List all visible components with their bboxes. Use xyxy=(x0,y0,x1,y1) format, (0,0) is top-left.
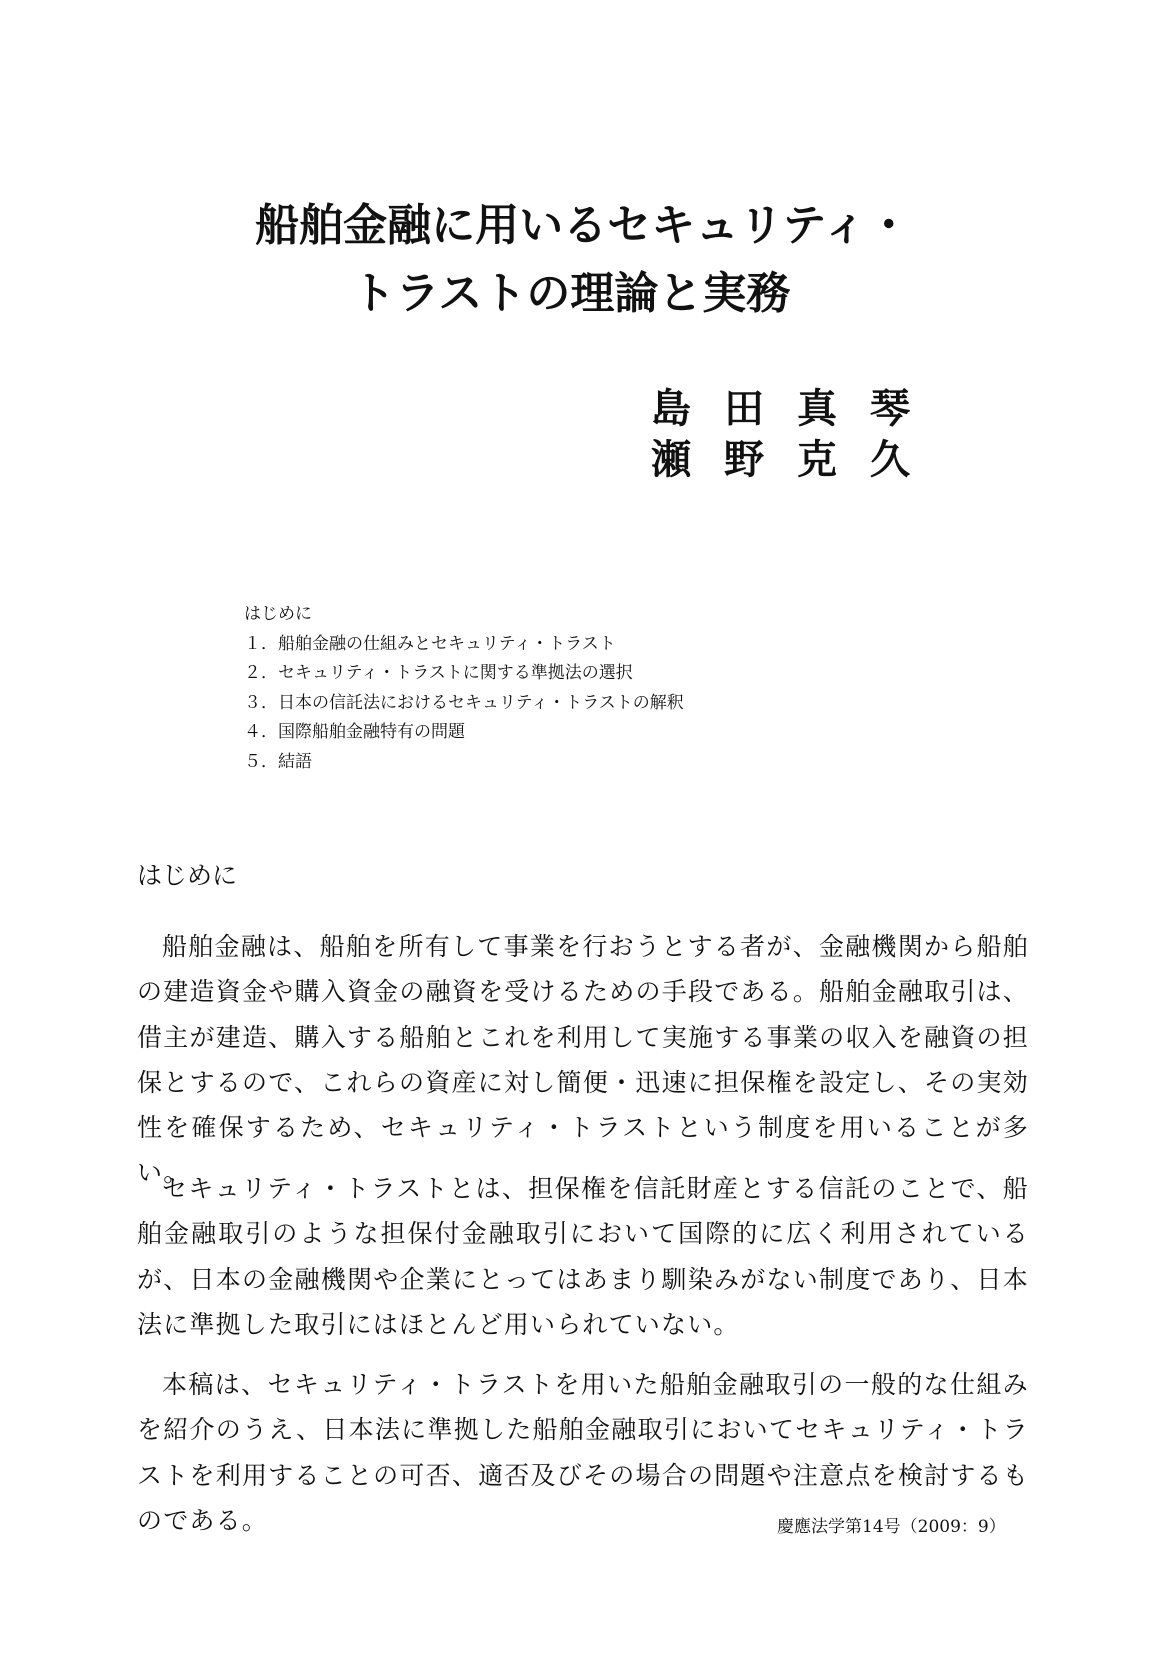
title-line-2: トラストの理論と実務 xyxy=(351,268,791,319)
table-of-contents xyxy=(244,600,684,777)
toc-item: １．船舶金融の仕組みとセキュリティ・トラスト xyxy=(244,633,616,654)
author-2-char: 克 xyxy=(797,437,837,483)
toc-item: ４．国際船舶金融特有の問題 xyxy=(244,722,465,742)
author-1-char: 琴 xyxy=(870,386,910,432)
toc-item: ２．セキュリティ・トラストに関する準拠法の選択 xyxy=(244,663,633,683)
author-1-char: 田 xyxy=(724,386,764,432)
author-1-char: 真 xyxy=(797,386,837,432)
title-line-1: 船舶金融に用いるセキュリティ・ xyxy=(255,200,911,251)
body-paragraph: 本稿は、セキュリティ・トラストを用いた船舶金融取引の一般的な仕組みを紹介のうえ、日本法に準拠した船舶金融取引においてセキュリティ・トラストを利用することの可否、適否及びその場合の問題や注意点を検討するものである。 xyxy=(137,1370,1029,1535)
author-2-char: 瀬 xyxy=(651,437,691,483)
section-heading: はじめに xyxy=(137,861,238,890)
toc-item: はじめに xyxy=(244,604,312,624)
toc-item: ５．結語 xyxy=(244,751,312,772)
journal-footer: 慶應法学第14号（2009：9） xyxy=(777,1517,1006,1537)
author-2-char: 久 xyxy=(870,437,910,483)
toc-item: ３．日本の信託法におけるセキュリティ・トラストの解釈 xyxy=(244,692,684,713)
body-paragraph: セキュリティ・トラストとは、担保権を信託財産とする信託のことで、船舶金融取引のような担保付金融取引において国際的に広く利用されているが、日本の金融機関や企業にとってはあまり馴染みがない制度であり、日本法に準拠した取引にはほとんど用いられていない。 xyxy=(137,1174,1029,1339)
body-paragraph: 船舶金融は、船舶を所有して事業を行おうとする者が、金融機関から船舶の建造資金や購入資金の融資を受けるための手段である。船舶金融取引は、借主が建造、購入する船舶とこれを利用して実施する事業の収入を融資の担保とするので、これらの資産に対し簡便・迅速に担保権を設定し、その実効性を確保するため、セキュリティ・トラストという制度を用いることが多い。 xyxy=(137,932,1029,1188)
author-1-char: 島 xyxy=(651,386,691,432)
author-2-char: 野 xyxy=(724,437,764,483)
